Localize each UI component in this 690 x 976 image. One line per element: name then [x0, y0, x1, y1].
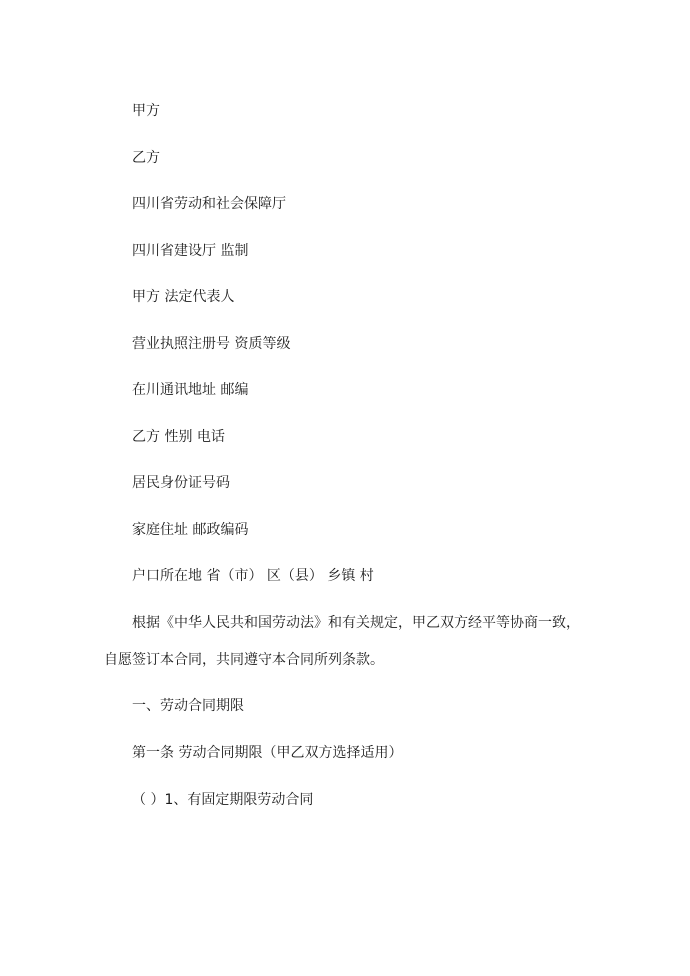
- business-license-line: 营业执照注册号 资质等级: [132, 336, 291, 352]
- address-postcode-line: 在川通讯地址 邮编: [132, 382, 249, 398]
- option-1: （ ）1、有固定期限劳动合同: [132, 792, 314, 808]
- id-number-line: 居民身份证号码: [132, 475, 230, 491]
- household-registration-line: 户口所在地 省（市） 区（县） 乡镇 村: [132, 568, 374, 584]
- party-a-label: 甲方: [132, 103, 160, 119]
- party-a-representative: 甲方 法定代表人: [132, 289, 235, 305]
- home-address-line: 家庭住址 邮政编码: [132, 522, 249, 538]
- party-b-details: 乙方 性别 电话: [132, 429, 225, 445]
- section-heading: 一、劳动合同期限: [132, 698, 244, 714]
- issuer-line-1: 四川省劳动和社会保障厅: [132, 196, 286, 212]
- intro-paragraph-line-2: 自愿签订本合同，共同遵守本合同所列条款。: [104, 652, 384, 668]
- intro-paragraph-line-1: 根据《中华人民共和国劳动法》和有关规定，甲乙双方经平等协商一致，: [132, 615, 580, 631]
- party-b-label: 乙方: [132, 150, 160, 166]
- article-1: 第一条 劳动合同期限（甲乙双方选择适用）: [132, 745, 403, 761]
- issuer-line-2: 四川省建设厅 监制: [132, 243, 249, 259]
